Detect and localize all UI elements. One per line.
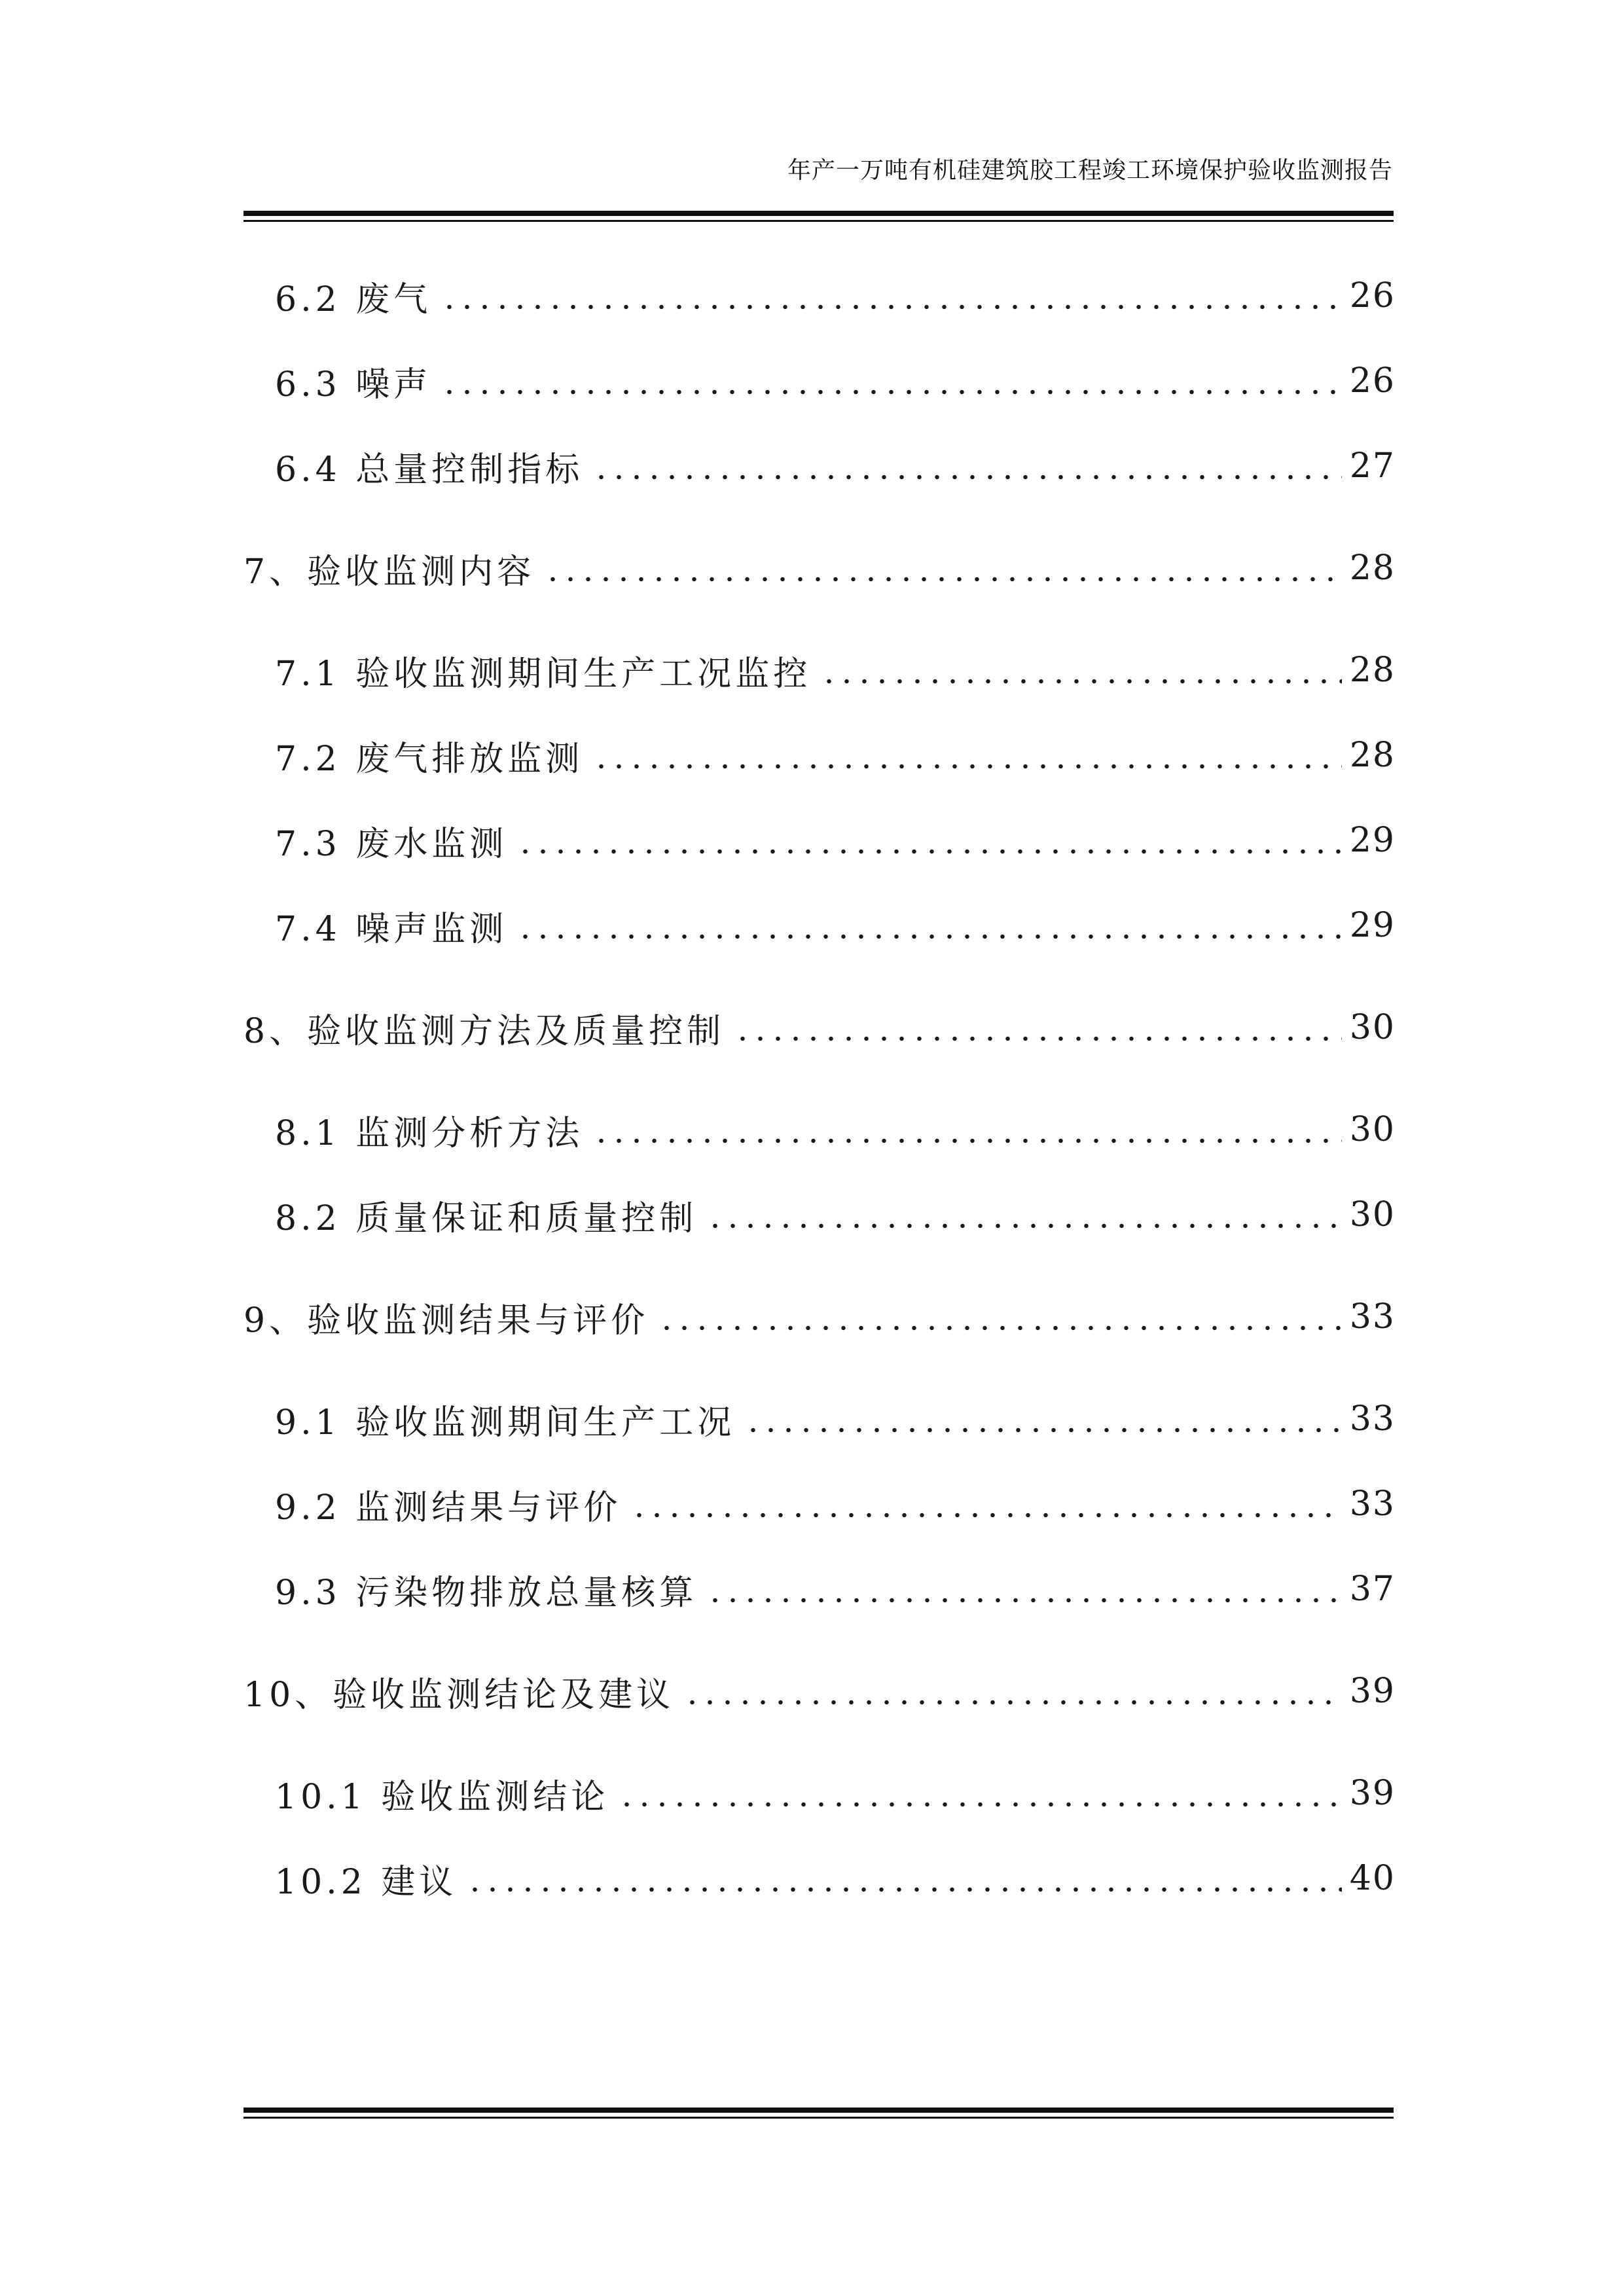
toc-entry[interactable]	[244, 903, 1396, 948]
toc-entry-page: 26	[1349, 276, 1396, 315]
toc-entry[interactable]	[244, 1856, 1396, 1901]
toc-dot-leader	[592, 473, 1342, 482]
running-header-title: 年产一万吨有机硅建筑胶工程竣工环境保护验收监测报告	[787, 157, 1393, 184]
toc-dot-leader	[466, 1885, 1342, 1894]
toc-entry-page: 39	[1349, 1672, 1396, 1711]
toc-entry[interactable]	[244, 1770, 1396, 1816]
toc-entry-label: 9.3 污染物排放总量核算	[275, 1573, 698, 1613]
toc-entry[interactable]	[244, 443, 1396, 489]
toc-entry-page: 39	[1349, 1774, 1396, 1813]
footer-rule-thick	[244, 2108, 1394, 2113]
toc-entry-label: 7.3 废水监测	[275, 824, 508, 864]
toc-entry[interactable]	[244, 647, 1396, 693]
toc-dot-leader	[618, 1800, 1342, 1809]
toc-entry-label: 9.1 验收监测期间生产工况	[275, 1403, 736, 1443]
header-rule-thin	[244, 220, 1394, 222]
toc-entry[interactable]	[244, 1396, 1396, 1442]
toc-dot-leader	[683, 1698, 1342, 1707]
toc-dot-leader	[820, 677, 1342, 686]
toc-entry[interactable]	[244, 732, 1396, 778]
toc-entry[interactable]	[244, 817, 1396, 863]
toc-dot-leader	[630, 1511, 1342, 1520]
toc-dot-leader	[441, 302, 1342, 312]
toc-dot-leader	[516, 847, 1342, 856]
toc-entry-label: 6.2 废气	[275, 279, 432, 319]
toc-entry-label: 10.2 建议	[275, 1862, 458, 1902]
toc-entry[interactable]	[244, 1005, 1396, 1050]
toc-entry-page: 29	[1349, 821, 1396, 860]
toc-entry-label: 7.1 验收监测期间生产工况监控	[275, 654, 812, 694]
toc-entry-page: 28	[1349, 651, 1396, 690]
toc-entry[interactable]	[244, 1107, 1396, 1153]
toc-entry[interactable]	[244, 1294, 1396, 1340]
toc-dot-leader	[706, 1596, 1342, 1605]
toc-entry-label: 8.2 质量保证和质量控制	[275, 1198, 698, 1238]
toc-entry-label: 7.2 废气排放监测	[275, 739, 584, 779]
toc-dot-leader	[516, 932, 1342, 941]
toc-dot-leader	[734, 1034, 1342, 1043]
toc-entry-page: 29	[1349, 906, 1396, 945]
footer-double-rule	[244, 2108, 1394, 2119]
toc-entry[interactable]	[244, 545, 1396, 591]
toc-entry-label: 10.1 验收监测结论	[275, 1777, 609, 1817]
toc-entry-label: 8.1 监测分析方法	[275, 1113, 584, 1153]
toc-entry-page: 33	[1349, 1297, 1396, 1336]
toc-entry[interactable]	[244, 1668, 1396, 1714]
toc-entry-page: 37	[1349, 1570, 1396, 1609]
toc-entry[interactable]	[244, 1481, 1396, 1527]
toc-entry-page: 30	[1349, 1195, 1396, 1234]
toc-entry-label: 8、验收监测方法及质量控制	[244, 1011, 725, 1051]
toc-dot-leader	[592, 1136, 1342, 1145]
toc-entry-page: 33	[1349, 1484, 1396, 1524]
toc-entry-page: 33	[1349, 1399, 1396, 1439]
toc-entry-label: 6.3 噪声	[275, 365, 432, 404]
toc-dot-leader	[706, 1221, 1342, 1230]
toc-dot-leader	[592, 762, 1342, 771]
header-rule-thick	[244, 211, 1394, 216]
toc-dot-leader	[658, 1323, 1342, 1333]
toc-entry-label: 10、验收监测结论及建议	[244, 1675, 675, 1715]
toc-entry-label: 9、验收监测结果与评价	[244, 1300, 649, 1340]
toc-entry-page: 28	[1349, 548, 1396, 588]
toc-entry-page: 27	[1349, 446, 1396, 486]
toc-dot-leader	[744, 1426, 1342, 1435]
toc-entry-page: 26	[1349, 361, 1396, 401]
toc-entry-label: 6.4 总量控制指标	[275, 450, 584, 490]
toc-entry-label: 9.2 监测结果与评价	[275, 1488, 622, 1528]
toc-entry[interactable]	[244, 358, 1396, 404]
toc-dot-leader	[544, 575, 1342, 584]
toc-entry[interactable]	[244, 1192, 1396, 1238]
toc-entry-page: 30	[1349, 1110, 1396, 1149]
toc-entry-page: 30	[1349, 1008, 1396, 1047]
toc-entry[interactable]	[244, 273, 1396, 319]
header-double-rule	[244, 211, 1394, 222]
toc-entry-label: 7.4 噪声监测	[275, 909, 508, 949]
toc-entry-page: 40	[1349, 1859, 1396, 1898]
toc-entry-page: 28	[1349, 736, 1396, 775]
toc-dot-leader	[441, 387, 1342, 397]
toc-entry[interactable]	[244, 1566, 1396, 1612]
footer-rule-thin	[244, 2117, 1394, 2119]
toc-entry-label: 7、验收监测内容	[244, 552, 535, 592]
